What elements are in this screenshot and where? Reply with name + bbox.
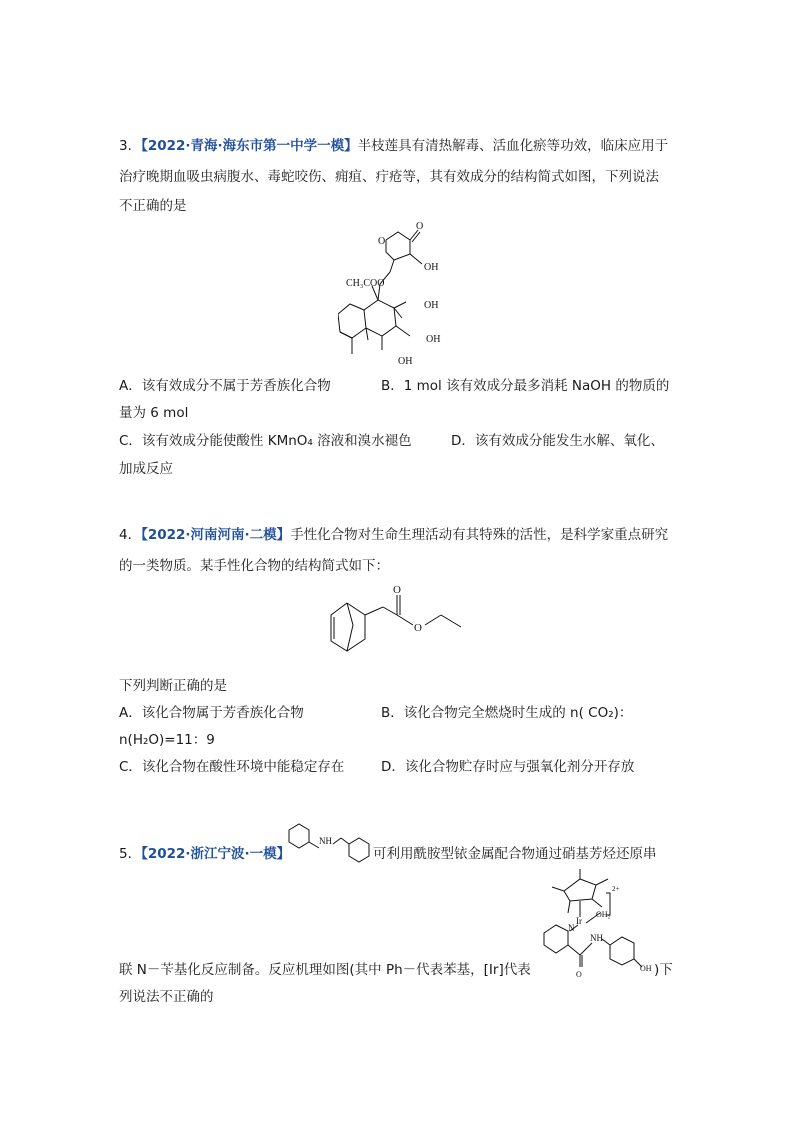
- q3-option-a: A．该有效成分不属于芳香族化合物: [119, 378, 331, 394]
- q5-structure-image-1: [283, 822, 373, 866]
- q4-stem-line-3: 下列判断正确的是: [119, 678, 227, 694]
- q3-stem-part-1: 半枝莲具有清热解毒、活血化瘀等功效，临床应用于: [357, 138, 669, 154]
- q4-stem-part-1: 手性化合物对生命生理活动有其特殊的活性，是科学家重点研究: [290, 527, 669, 543]
- q5-oh2-label: OH₂: [596, 910, 611, 919]
- q5-stem-line-3: 列说法不正确的: [119, 989, 214, 1005]
- q5-charge-label: 2+: [612, 885, 620, 893]
- q3-structure-image: [338, 222, 468, 374]
- q4-source-tag: 【2022·河南河南·二模】: [141, 527, 291, 543]
- q4-number: 4．: [119, 527, 142, 543]
- q4-line-1: [119, 526, 668, 544]
- q3-number: 3．: [119, 138, 142, 154]
- q4-option-c: C．该化合物在酸性环境中能稳定存在: [119, 759, 345, 775]
- q3-oh-label-4: OH: [398, 356, 413, 367]
- q5-structure-image-2: [540, 867, 666, 979]
- q3-option-b-line-2: 量为 6 mol: [119, 405, 189, 421]
- q5-source-tag: 【2022·浙江宁波·一模】: [141, 846, 291, 862]
- q3-option-b-line-1: B．1 mol 该有效成分最多消耗 NaOH 的物质的: [381, 378, 670, 394]
- q3-line-1: [119, 137, 668, 155]
- q3-carbonyl-o-label: O: [416, 222, 424, 232]
- q5-stem-line-2: 联 N－苄基化反应制备。反应机理如图(其中 Ph－代表苯基，[Ir]代表: [119, 962, 531, 978]
- q5-oh-label: OH: [640, 964, 652, 973]
- q5-o-label: O: [576, 970, 582, 979]
- q3-option-d-line-1: D．该有效成分能发生水解、氧化、: [451, 433, 664, 449]
- q4-structure-image: [325, 585, 470, 667]
- q3-acetyl-label: CH₃COO: [346, 278, 385, 289]
- q4-ester-o-label: O: [414, 622, 422, 634]
- q5-nh-label-2: NH: [590, 933, 603, 943]
- q5-stem-part-1: 可利用酰胺型铱金属配合物通过硝基芳烃还原串: [373, 846, 657, 862]
- q3-ring-o-label: O: [378, 236, 386, 247]
- q3-stem-line-3: 不正确的是: [119, 198, 187, 214]
- q4-option-b-line-1: B．该化合物完全燃烧时生成的 n( CO₂)：: [381, 705, 633, 721]
- q5-stem-line-2-tail: )下: [654, 962, 673, 978]
- q4-carbonyl-o-label: O: [393, 585, 401, 596]
- q5-number: 5．: [119, 846, 142, 862]
- q3-oh-label-1: OH: [424, 262, 439, 273]
- q3-oh-label-2: OH: [424, 300, 439, 311]
- q5-number-tag: [119, 845, 290, 863]
- q3-option-c: C．该有效成分能使酸性 KMnO₄ 溶液和溴水褪色: [119, 433, 412, 449]
- q4-stem-line-2: 的一类物质。某手性化合物的结构简式如下：: [119, 558, 389, 574]
- q3-option-d-line-2: 加成反应: [119, 461, 173, 477]
- q4-option-b-line-2: n(H₂O)=11：9: [119, 732, 215, 748]
- q4-option-d: D．该化合物贮存时应与强氧化剂分开存放: [381, 759, 635, 775]
- q5-nh-label-1: NH: [319, 836, 332, 846]
- q4-option-a: A．该化合物属于芳香族化合物: [119, 705, 304, 721]
- q3-oh-label-3: OH: [426, 334, 441, 345]
- q5-ir-label: Ir: [576, 916, 582, 926]
- q3-stem-line-2: 治疗晚期血吸虫病腹水、毒蛇咬伤、痈疽、疔疮等，其有效成分的结构简式如图，下列说法: [119, 169, 659, 185]
- q3-source-tag: 【2022·青海·海东市第一中学一模】: [141, 138, 358, 154]
- q5-n-label: N: [568, 923, 575, 933]
